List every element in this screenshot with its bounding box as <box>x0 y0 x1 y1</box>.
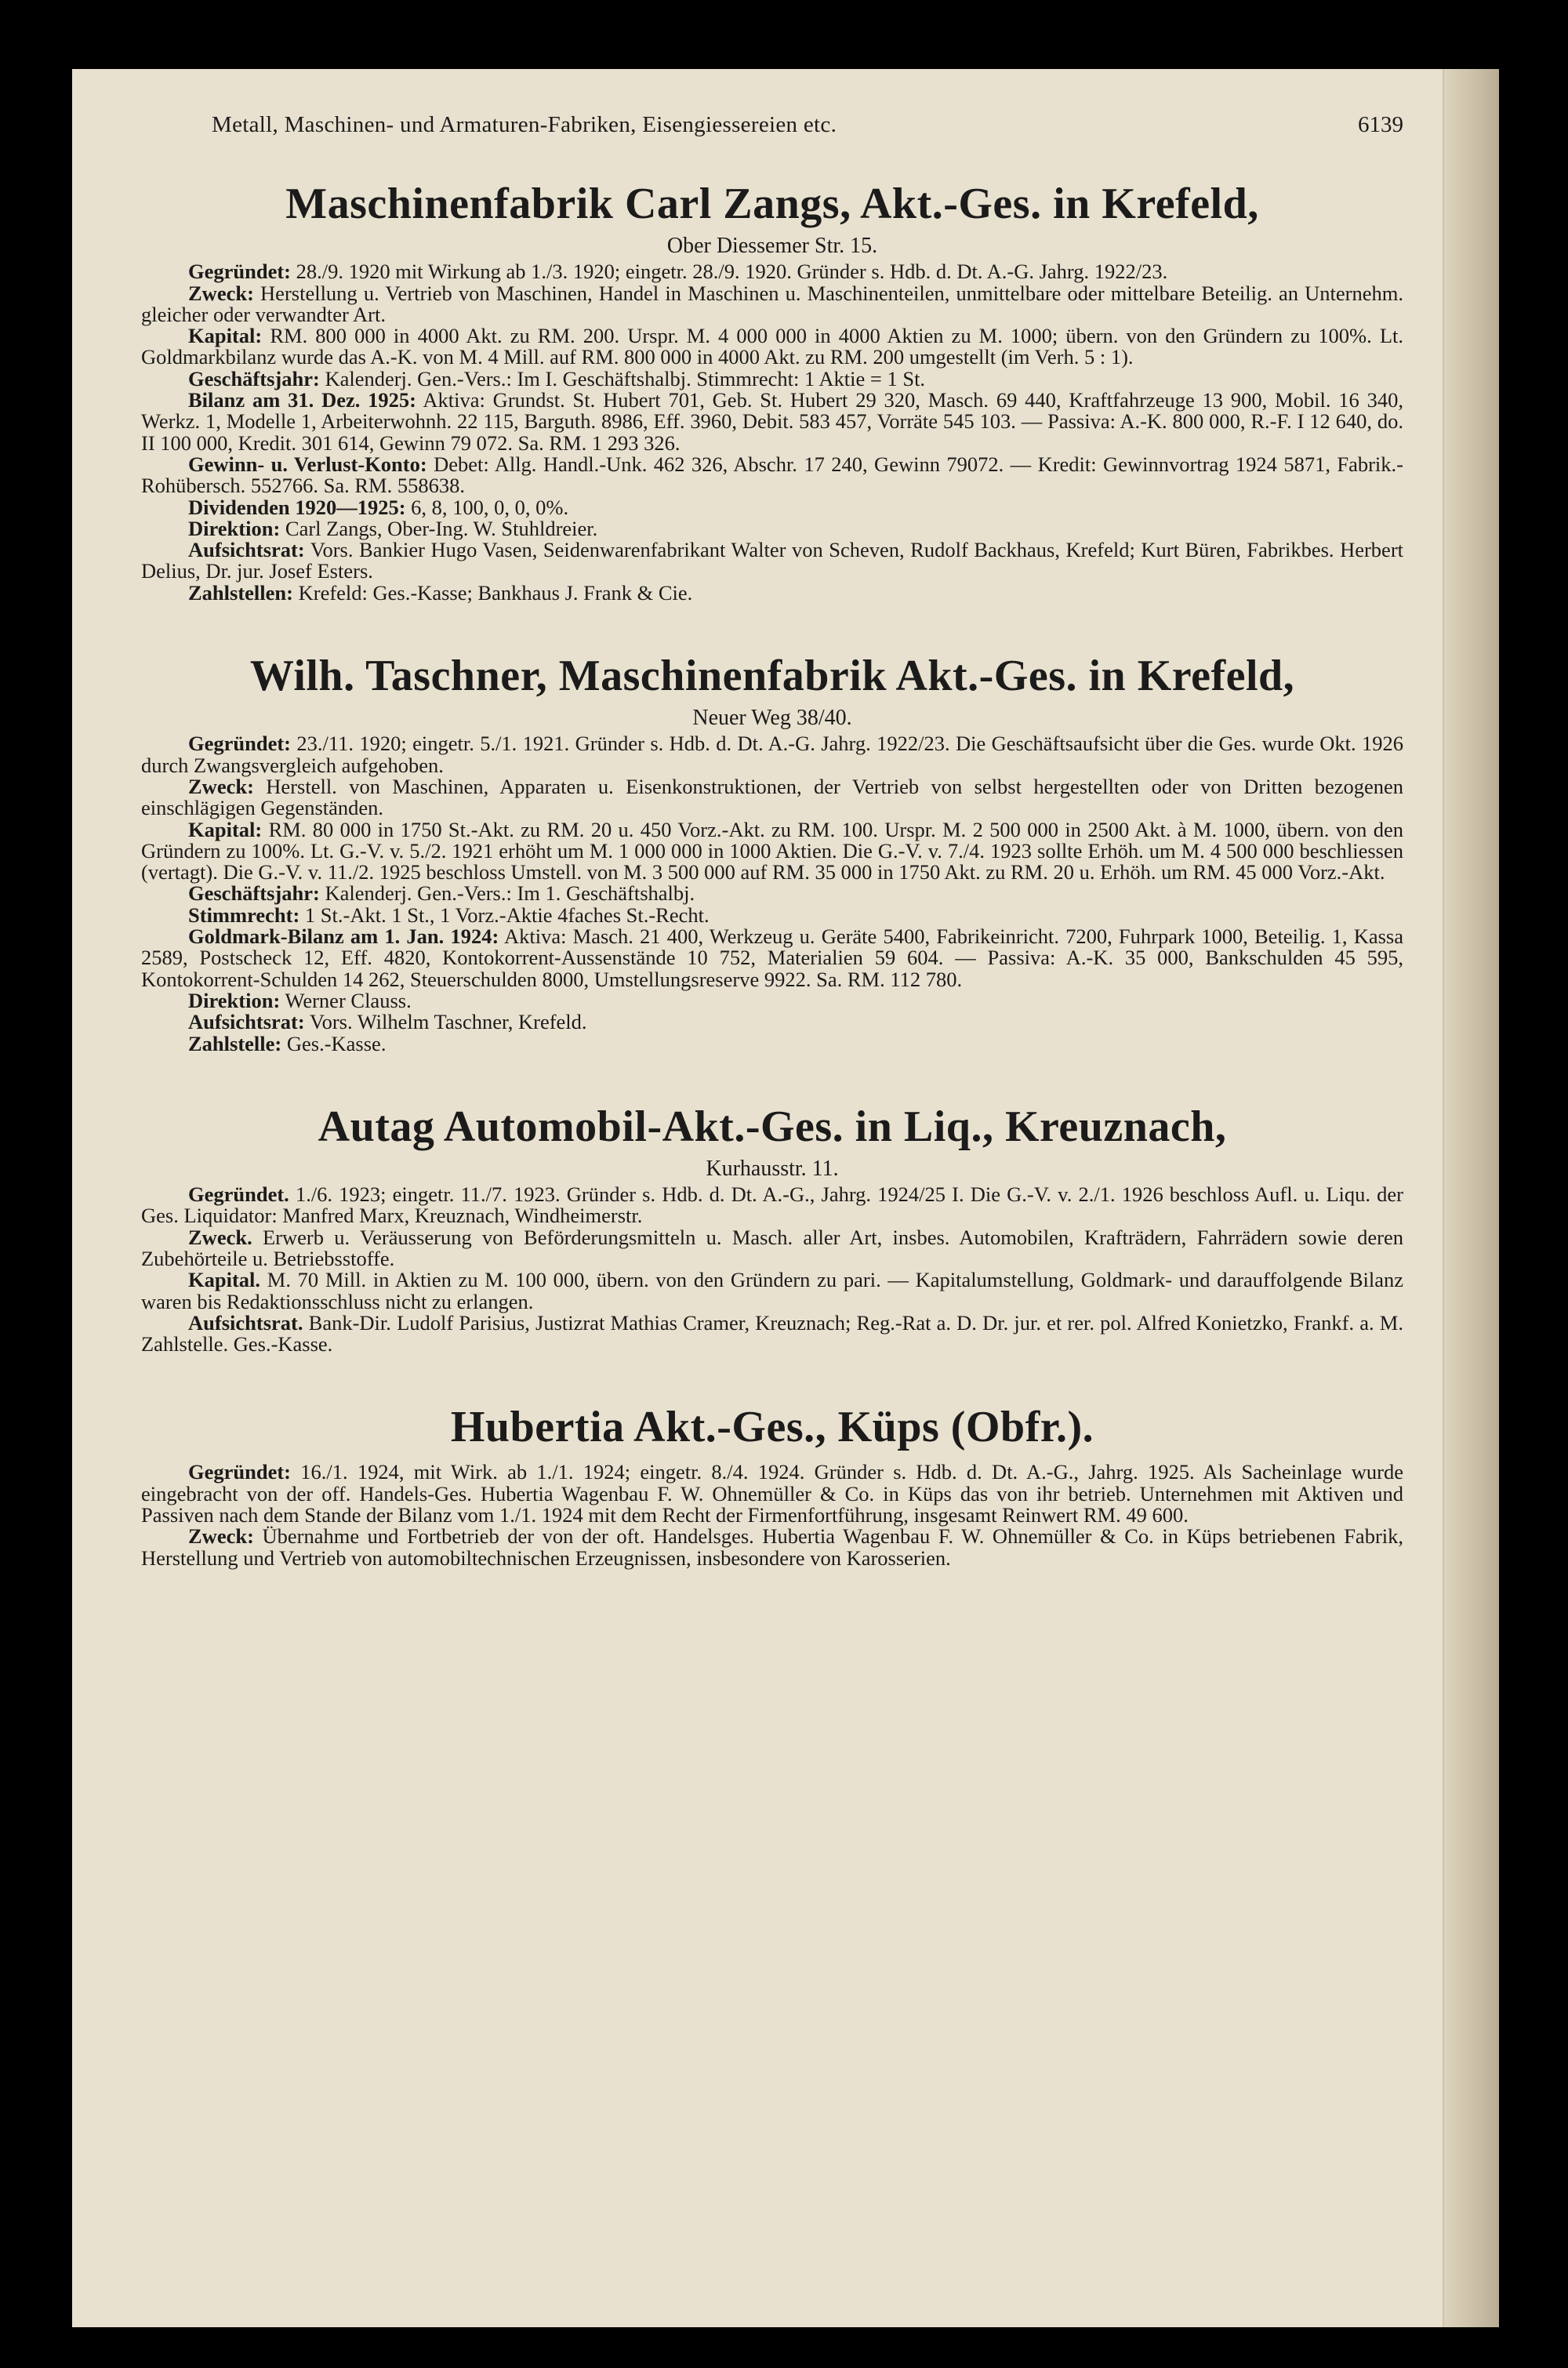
paragraph-label: Direktion: <box>188 988 281 1012</box>
page-number: 6139 <box>1358 112 1403 137</box>
paragraph-text: Bank-Dir. Ludolf Parisius, Justizrat Mathias Cramer, Kreuznach; Reg.-Rat a. D. Dr. jur. et rer. pol. Alfred Konietzko, Frankf. a. M. Zahlstelle. Ges.-Kasse. <box>141 1310 1403 1357</box>
paragraph-label: Gegründet: <box>188 732 292 756</box>
paragraph-text: Kalenderj. Gen.-Vers.: Im I. Geschäftshalbj. Stimmrecht: 1 Aktie = 1 St. <box>325 366 926 390</box>
entry-paragraph <box>141 1269 1403 1313</box>
paragraph-text: Carl Zangs, Ober-Ing. W. Stuhldreier. <box>285 516 598 540</box>
company-entry <box>141 1103 1403 1356</box>
paragraph-label: Direktion: <box>188 516 281 540</box>
page-text <box>141 114 1403 1618</box>
company-address: Neuer Weg 38/40. <box>692 706 852 731</box>
paragraph-text: 16./1. 1924, mit Wirk. ab 1./1. 1924; eingetr. 8./4. 1924. Gründer s. Hdb. d. Dt. A.-G., Jahrg. 1925. Als Sacheinlage wurde eingebracht von der off. Handels-Ges. Hubertia Wagenbau F. W. Ohnemüller & Co. in Küps das von ihr betrieb. Unternehmen mit Aktiven und Passiven nach dem Stande der Bilanz vom 1./1. 1924 mit dem Recht der Firmenfortführung, insgesamt Reinwert RM. 49 600. <box>141 1460 1404 1527</box>
entry-paragraph <box>141 390 1403 454</box>
paragraph-label: Gegründet. <box>188 1182 289 1207</box>
book-page <box>72 69 1499 2327</box>
paragraph-label: Zweck: <box>188 281 254 305</box>
running-head <box>141 114 1403 146</box>
entry-paragraph <box>141 1227 1403 1270</box>
entry-paragraph <box>141 776 1403 819</box>
paragraph-text: Ges.-Kasse. <box>286 1031 387 1055</box>
entries <box>141 180 1403 1569</box>
paragraph-label: Stimmrecht: <box>188 903 300 927</box>
paragraph-label: Gewinn- u. Verlust-Konto: <box>188 452 427 476</box>
paragraph-label: Zweck. <box>188 1225 252 1249</box>
paragraph-label: Dividenden 1920—1925: <box>188 495 406 519</box>
paragraph-text: 23./11. 1920; eingetr. 5./1. 1921. Gründer s. Hdb. d. Dt. A.-G. Jahrg. 1922/23. Die Geschäftsaufsicht über die Ges. wurde Okt. 1926 durch Zwangsvergleich aufgehoben. <box>141 732 1404 777</box>
paragraph-text: Aktiva: Masch. 21 400, Werkzeug u. Geräte 5400, Fabrikeinricht. 7200, Fuhrpark 1000, Beteilig. 1, Kassa 2589, Postscheck 12, Eff. 4820, Kontokorrent-Aussenstände 10 752, Materialien 59 604. — Passiva: A.-K. 35 000, Bankschulden 45 595, Kontokorrent-Schulden 14 262, Steuerschulden 8000, Umstellungsreserve 9922. Sa. RM. 112 780. <box>141 924 1404 991</box>
paragraph-text: Debet: Allg. Handl.-Unk. 462 326, Abschr. 17 240, Gewinn 79072. — Kredit: Gewinnvortrag 1924 5871, Fabrik.-Rohübersch. 552766. Sa. RM. 558638. <box>141 452 1403 498</box>
paragraph-label: Kapital. <box>188 1268 261 1292</box>
company-address: Ober Diessemer Str. 15. <box>666 234 878 258</box>
entry-paragraph <box>141 1310 1403 1357</box>
entry-paragraph <box>141 819 1403 884</box>
paragraph-text: 28./9. 1920 mit Wirkung ab 1./3. 1920; eingetr. 28./9. 1920. Gründer s. Hdb. d. Dt. A.-G. Jahrg. 1922/23. <box>296 260 1168 284</box>
entry-paragraph <box>141 926 1403 990</box>
paragraph-text: 1./6. 1923; eingetr. 11./7. 1923. Gründer s. Hdb. d. Dt. A.-G., Jahrg. 1924/25 I. Die G.-V. v. 2./1. 1926 beschloss Aufl. u. Liqu. der Ges. Liquidator: Manfred Marx, Kreuznach, Windheimerstr. <box>141 1182 1403 1228</box>
entry-paragraph <box>141 261 1403 282</box>
page-edge <box>1443 69 1499 2327</box>
paragraph-label: Kapital: <box>188 324 263 348</box>
paragraph-label: Kapital: <box>188 817 263 841</box>
paragraph-label: Geschäftsjahr: <box>188 881 320 906</box>
running-head-title: Metall, Maschinen- und Armaturen-Fabriken, Eisengiessereien etc. <box>212 112 837 137</box>
entry-paragraph <box>141 1526 1403 1569</box>
entry-paragraph <box>141 1011 1403 1033</box>
paragraph-text: Erwerb u. Veräusserung von Beförderungsmitteln u. Masch. aller Art, insbes. Automobilen, Krafträdern, Fahrrädern sowie deren Zubehörteile u. Betriebsstoffe. <box>141 1225 1404 1270</box>
paragraph-text: Übernahme und Fortbetrieb der von der oft. Handelsges. Hubertia Wagenbau F. W. Ohnemüller & Co. in Küps betriebenen Fabrik, Herstellung und Vertrieb von automobiltechnischen Erzeugnissen, insbesondere von Karosserien. <box>141 1524 1404 1570</box>
entry-paragraph <box>141 883 1403 904</box>
paragraph-text: Aktiva: Grundst. St. Hubert 701, Geb. St. Hubert 29 320, Masch. 69 440, Kraftfahrzeuge 13 900, Mobil. 16 340, Werkz. 1, Modelle 1, Arbeiterwohnh. 22 115, Barguth. 8986, Eff. 3960, Debit. 583 457, Vorräte 545 103. — Passiva: A.-K. 800 000, R.-F. I 12 640, do. II 100 000, Kredit. 301 614, Gewinn 79 072. Sa. RM. 1 293 326. <box>141 388 1403 455</box>
paragraph-label: Goldmark-Bilanz am 1. Jan. 1924: <box>188 924 499 949</box>
company-title: Wilh. Taschner, Maschinenfabrik Akt.-Ges. in Krefeld, <box>249 652 1295 701</box>
paragraph-text: Vors. Bankier Hugo Vasen, Seidenwarenfabrikant Walter von Scheven, Rudolf Backhaus, Krefeld; Kurt Büren, Fabrikbes. Herbert Delius, Dr. jur. Josef Esters. <box>141 538 1404 583</box>
entry-paragraph <box>141 539 1403 583</box>
entry-paragraph <box>141 283 1403 326</box>
entry-paragraph <box>141 366 1403 390</box>
paragraph-text: Werner Clauss. <box>285 988 412 1012</box>
paragraph-text: 1 St.-Akt. 1 St., 1 Vorz.-Aktie 4faches St.-Recht. <box>304 903 710 927</box>
paragraph-text: Krefeld: Ges.-Kasse; Bankhaus J. Frank & Cie. <box>298 580 693 605</box>
paragraph-text: Vors. Wilhelm Taschner, Krefeld. <box>309 1010 587 1034</box>
entry-paragraph <box>141 497 1403 518</box>
entry-paragraph <box>141 1462 1403 1526</box>
paragraph-text: Herstell. von Maschinen, Apparaten u. Eisenkonstruktionen, der Vertrieb von selbst hergestellten oder von Dritten bezogenen einschlägigen Gegenständen. <box>141 774 1404 820</box>
company-entry <box>141 652 1403 1055</box>
entry-paragraph <box>141 454 1403 497</box>
paragraph-label: Aufsichtsrat: <box>188 538 305 562</box>
company-title: Maschinenfabrik Carl Zangs, Akt.-Ges. in Krefeld, <box>285 180 1259 228</box>
company-entry <box>141 180 1403 604</box>
paragraph-text: Kalenderj. Gen.-Vers.: Im 1. Geschäftshalbj. <box>325 881 695 906</box>
paragraph-text: Herstellung u. Vertrieb von Maschinen, Handel in Maschinen u. Maschinenteilen, unmittelbare oder mittelbare Beteilig. an Unternehm. gleicher oder verwandter Art. <box>141 281 1403 326</box>
paragraph-label: Aufsichtsrat. <box>188 1310 303 1335</box>
company-address: Kurhausstr. 11. <box>706 1156 839 1181</box>
entry-paragraph <box>141 518 1403 539</box>
company-title: Hubertia Akt.-Ges., Küps (Obfr.). <box>450 1403 1094 1452</box>
entry-paragraph <box>141 1184 1403 1227</box>
entry-paragraph <box>141 1033 1403 1055</box>
paragraph-label: Gegründet: <box>188 260 292 284</box>
paragraph-label: Aufsichtsrat: <box>188 1010 305 1034</box>
paragraph-text: RM. 800 000 in 4000 Akt. zu RM. 200. Urspr. M. 4 000 000 in 4000 Aktien zu M. 1000; übern. von den Gründern zu 100%. Lt. Goldmarkbilanz wurde das A.-K. von M. 4 Mill. auf RM. 800 000 in 4000 Akt. zu RM. 200 umgestellt (im Verh. 5 : 1). <box>141 324 1404 369</box>
paragraph-text: M. 70 Mill. in Aktien zu M. 100 000, übern. von den Gründern zu pari. — Kapitalumstellung, Goldmark- und darauffolgende Bilanz waren bis Redaktionsschluss nicht zu erlangen. <box>141 1268 1403 1313</box>
paragraph-label: Gegründet: <box>188 1460 292 1484</box>
entry-paragraph <box>141 990 1403 1011</box>
company-entry <box>141 1404 1403 1568</box>
paragraph-label: Bilanz am 31. Dez. 1925: <box>188 388 416 412</box>
paragraph-text: RM. 80 000 in 1750 St.-Akt. zu RM. 20 u. 450 Vorz.-Akt. zu RM. 100. Urspr. M. 2 500 000 in 2500 Akt. à M. 1000, übern. von den Gründern zu 100%. Lt. G.-V. v. 5./2. 1921 erhöht um M. 1 000 000 in 1000 Aktien. Die G.-V. v. 7./4. 1923 sollte Erhöh. um M. 4 500 000 beschliessen (vertagt). Die G.-V. v. 11./2. 1925 beschloss Umstell. von M. 3 500 000 auf RM. 35 000 in 1750 Akt. zu RM. 20 u. Erhöh. um RM. 45 000 Vorz.-Akt. <box>141 817 1403 884</box>
paragraph-label: Geschäftsjahr: <box>188 366 320 390</box>
entry-paragraph <box>141 733 1403 776</box>
paragraph-label: Zahlstelle: <box>188 1031 282 1055</box>
company-title: Autag Automobil-Akt.-Ges. in Liq., Kreuznach, <box>318 1102 1227 1151</box>
entry-paragraph <box>141 905 1403 926</box>
entry-paragraph <box>141 580 1403 605</box>
paragraph-label: Zahlstellen: <box>188 580 293 605</box>
entry-paragraph <box>141 325 1403 369</box>
paragraph-label: Zweck: <box>188 774 254 798</box>
paragraph-text: 6, 8, 100, 0, 0, 0%. <box>411 495 569 519</box>
paragraph-label: Zweck: <box>188 1524 254 1549</box>
